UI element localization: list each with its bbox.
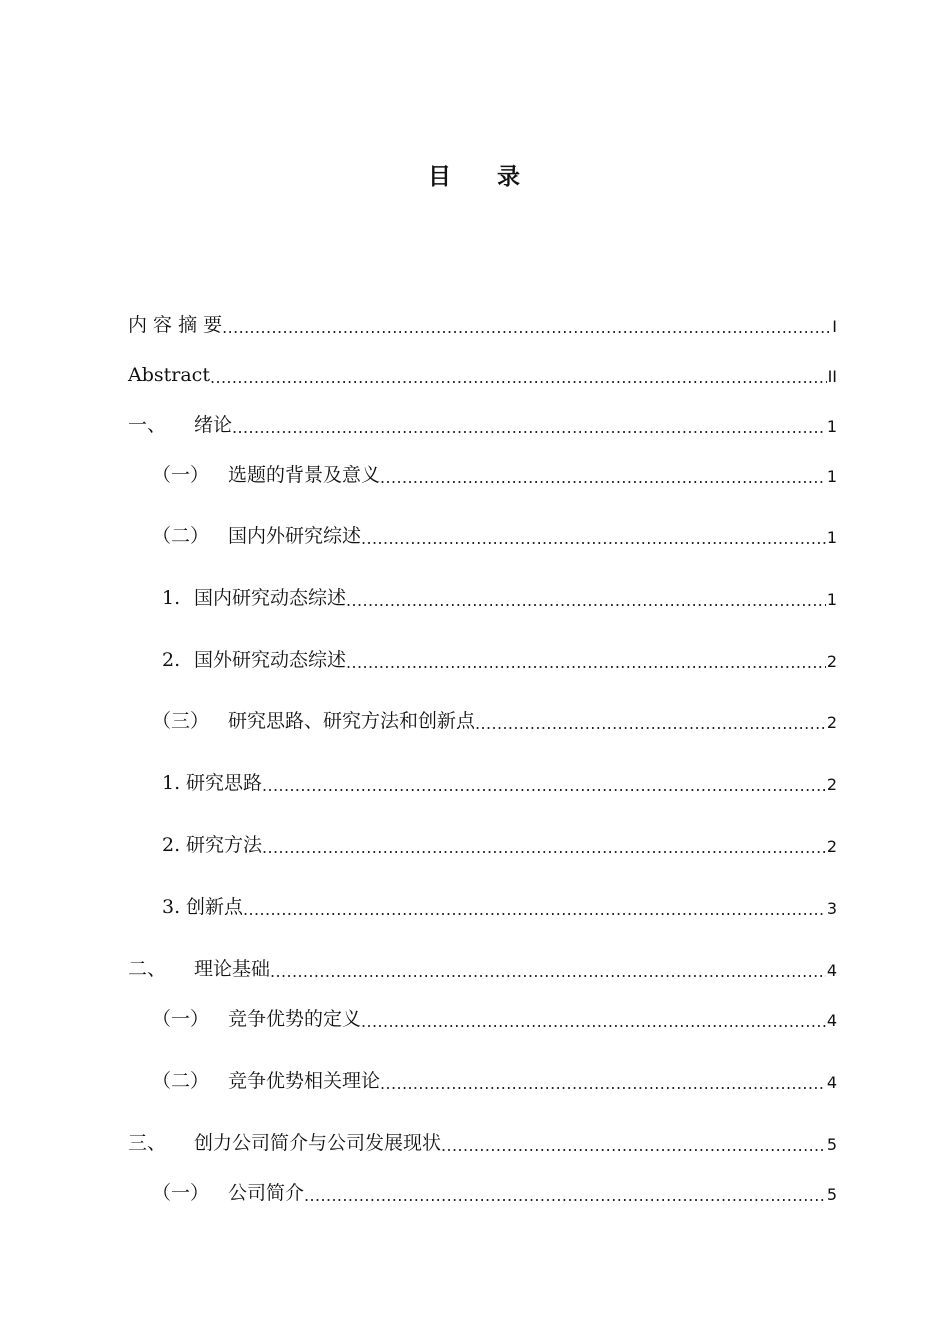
toc-entry-text: 内 容 摘 要 (128, 314, 223, 336)
toc-entry-prefix: 1. (162, 772, 181, 794)
toc-leader-dots (304, 1179, 826, 1207)
toc-page-number: 4 (826, 1011, 837, 1030)
toc-page-number: 1 (826, 590, 837, 609)
toc-leader-dots (346, 584, 826, 612)
toc-entry-2-1[interactable] (128, 1005, 837, 1033)
toc-leader-dots (262, 831, 826, 859)
toc-page-number: 1 (826, 528, 837, 547)
toc-entry-prefix: （二） (152, 525, 210, 547)
toc-entry-abstract-en[interactable] (128, 361, 837, 389)
toc-entry-1-3-2[interactable] (128, 831, 837, 859)
toc-entry-text: 理论基础 (194, 958, 271, 980)
toc-entry-2-2[interactable] (128, 1067, 837, 1095)
toc-entry-text: 研究思路、研究方法和创新点 (228, 710, 476, 732)
toc-entry-text: Abstract (128, 364, 210, 386)
toc-entry-1-3-3[interactable] (128, 893, 837, 921)
toc-page-number: 2 (826, 713, 837, 732)
toc-entry-3-1[interactable] (128, 1179, 837, 1207)
toc-entry-prefix: 3. (162, 896, 181, 918)
toc-entry-prefix: 二、 (128, 958, 167, 980)
toc-entry-text: 创力公司简介与公司发展现状 (194, 1132, 442, 1154)
toc-leader-dots (361, 1005, 826, 1033)
toc-entry-1-2-2[interactable] (128, 646, 837, 674)
toc-page-number: 5 (826, 1135, 837, 1154)
toc-leader-dots (270, 955, 826, 983)
toc-leader-dots (262, 769, 826, 797)
toc-entry-prefix: 2. (162, 834, 181, 856)
toc-entry-1-3-1[interactable] (128, 769, 837, 797)
toc-leader-dots (441, 1129, 826, 1157)
toc-page-number: I (832, 317, 837, 336)
toc-entry-prefix: 三、 (128, 1132, 167, 1154)
toc-page-number: 5 (826, 1185, 837, 1204)
toc-page-number: 1 (826, 467, 837, 486)
toc-page-number: 2 (826, 775, 837, 794)
toc-entry-prefix: （一） (152, 1182, 210, 1204)
toc-leader-dots (232, 411, 826, 439)
toc-entry-1-3[interactable] (128, 707, 837, 735)
toc-entry-text: 公司简介 (228, 1182, 305, 1204)
toc-leader-dots (210, 361, 827, 389)
toc-page-number: 4 (826, 1073, 837, 1092)
toc-entry-prefix: （三） (152, 710, 210, 732)
toc-entry-abstract-cn[interactable] (128, 311, 837, 339)
toc-entry-chapter-2[interactable] (128, 955, 837, 983)
toc-entry-text: 创新点 (186, 896, 244, 918)
toc-entry-text: 研究方法 (186, 834, 263, 856)
toc-entry-text: 国内外研究综述 (228, 525, 362, 547)
toc-leader-dots (380, 1067, 826, 1095)
toc-entry-text: 国内研究动态综述 (194, 587, 347, 609)
toc-entry-text: 绪论 (194, 414, 233, 436)
toc-entry-prefix: （二） (152, 1070, 210, 1092)
toc-entry-1-2-1[interactable] (128, 584, 837, 612)
toc-leader-dots (475, 707, 826, 735)
toc-entry-prefix: 1. (162, 587, 181, 609)
toc-leader-dots (222, 311, 831, 339)
toc-page-number: 4 (826, 961, 837, 980)
toc-title-right: 录 (497, 164, 522, 190)
toc-entry-prefix: 2. (162, 649, 181, 671)
toc-entry-text: 研究思路 (186, 772, 263, 794)
toc-entry-1-2[interactable] (128, 522, 837, 550)
toc-page-number: 2 (826, 652, 837, 671)
toc-entry-prefix: 一、 (128, 414, 167, 436)
toc-entry-prefix: （一） (152, 464, 210, 486)
toc-entry-text: 竞争优势相关理论 (228, 1070, 381, 1092)
toc-title-left: 目 (428, 164, 453, 190)
toc-entry-text: 选题的背景及意义 (228, 464, 381, 486)
toc-entry-text: 竞争优势的定义 (228, 1008, 362, 1030)
toc-entry-text: 国外研究动态综述 (194, 649, 347, 671)
toc-page-number: 1 (826, 417, 837, 436)
toc-leader-dots (243, 893, 826, 921)
toc-entry-prefix: （一） (152, 1008, 210, 1030)
toc-page-number: 2 (826, 837, 837, 856)
toc-page-number: 3 (826, 899, 837, 918)
toc-entry-chapter-3[interactable] (128, 1129, 837, 1157)
toc-entry-chapter-1[interactable] (128, 411, 837, 439)
toc-leader-dots (361, 522, 826, 550)
toc-page-number: II (827, 367, 837, 386)
toc-title (0, 158, 950, 191)
toc-leader-dots (346, 646, 826, 674)
toc-leader-dots (380, 461, 826, 489)
toc-entry-1-1[interactable] (128, 461, 837, 489)
